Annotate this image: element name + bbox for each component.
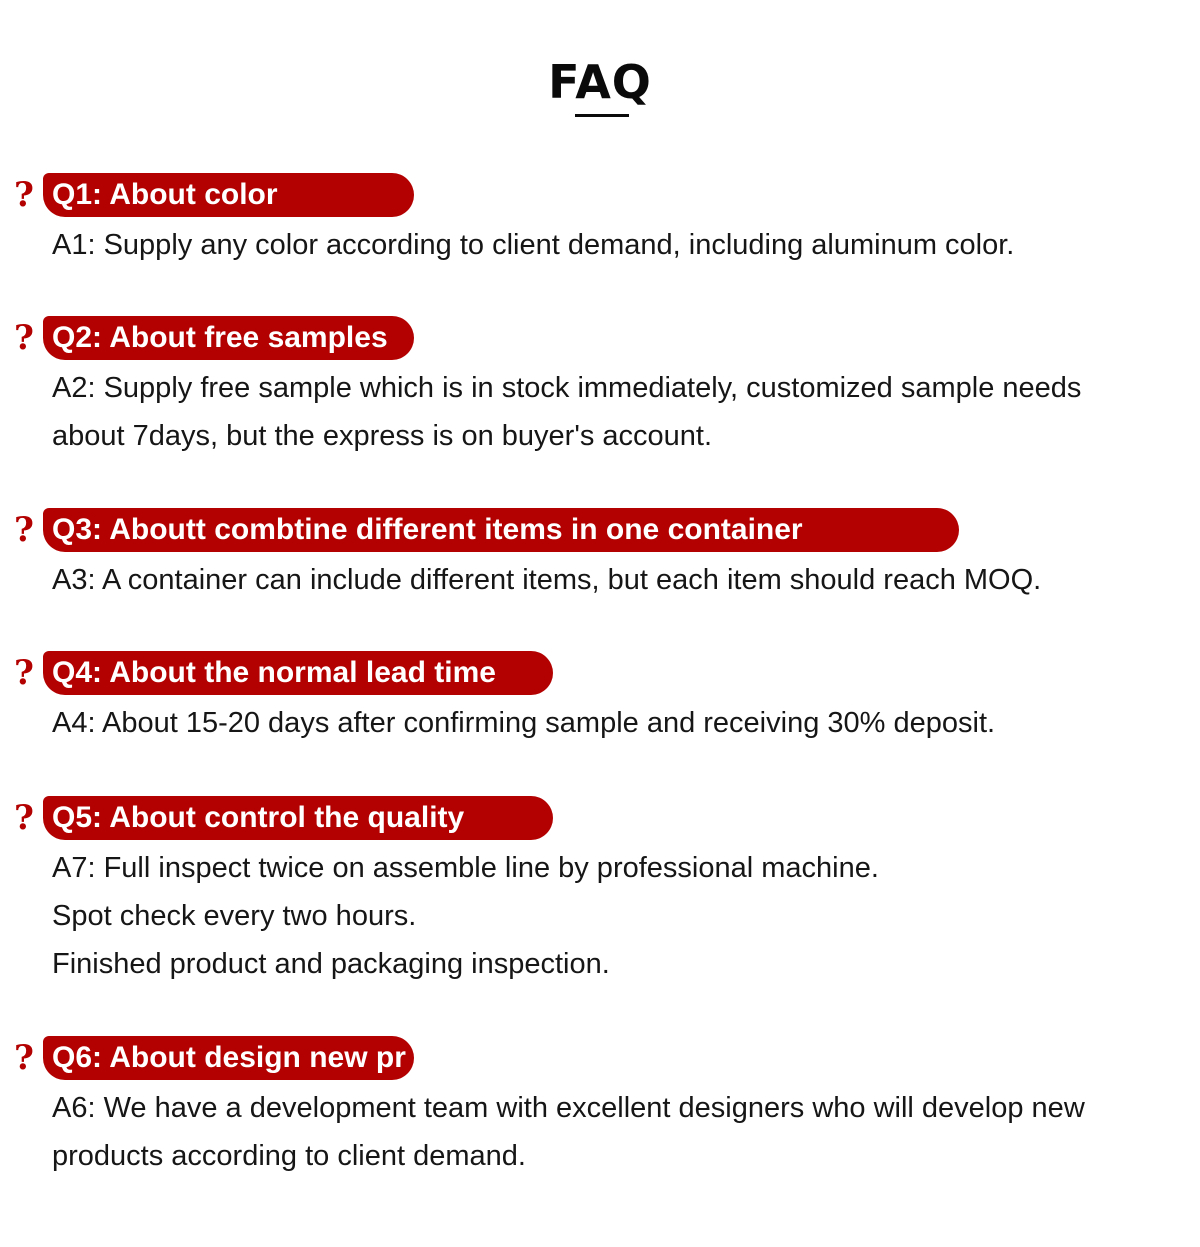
answer-line: A1: Supply any color according to client demand, including aluminum color. — [52, 229, 1015, 261]
answer — [52, 556, 1198, 604]
answer — [52, 364, 1198, 460]
faq-item — [0, 316, 1200, 452]
question-mark-icon: ? — [14, 318, 34, 358]
question-label: Q5: About control the quality — [43, 796, 553, 840]
faq-item — [0, 508, 1200, 596]
question-mark-icon: ? — [14, 175, 34, 215]
question-mark-icon: ? — [14, 798, 34, 838]
question-row — [0, 651, 1200, 695]
answer-line: products according to client demand. — [52, 1140, 526, 1172]
faq-item — [0, 173, 1200, 261]
answer — [52, 1084, 1198, 1180]
answer-line: A3: A container can include different items, but each item should reach MOQ. — [52, 564, 1042, 596]
question-row — [0, 173, 1200, 217]
answer-line: A2: Supply free sample which is in stock immediately, customized sample needs — [52, 372, 1082, 404]
answer-line: A6: We have a development team with excellent designers who will develop new — [52, 1092, 1085, 1124]
question-label: Q6: About design new pr — [43, 1036, 414, 1080]
question-mark-icon: ? — [14, 653, 34, 693]
answer — [52, 699, 1198, 747]
question-mark-icon: ? — [14, 1038, 34, 1078]
question-row — [0, 316, 1200, 360]
question-row — [0, 508, 1200, 552]
question-label: Q4: About the normal lead time — [43, 651, 553, 695]
title-underline — [575, 114, 629, 117]
answer-line: A7: Full inspect twice on assemble line by professional machine. — [52, 852, 879, 884]
faq-item — [0, 1036, 1200, 1172]
faq-item — [0, 651, 1200, 739]
answer — [52, 844, 1198, 988]
question-mark-icon: ? — [14, 510, 34, 550]
answer-line: A4: About 15-20 days after confirming sample and receiving 30% deposit. — [52, 707, 996, 739]
question-label: Q3: Aboutt combtine different items in one container — [43, 508, 959, 552]
question-row — [0, 1036, 1200, 1080]
question-label: Q2: About free samples — [43, 316, 414, 360]
faq-item — [0, 796, 1200, 980]
answer — [52, 221, 1198, 269]
question-row — [0, 796, 1200, 840]
page-title: FAQ — [548, 55, 652, 109]
question-label: Q1: About color — [43, 173, 414, 217]
answer-line: about 7days, but the express is on buyer's account. — [52, 420, 713, 452]
answer-line: Spot check every two hours. — [52, 900, 417, 932]
answer-line: Finished product and packaging inspection. — [52, 948, 610, 980]
